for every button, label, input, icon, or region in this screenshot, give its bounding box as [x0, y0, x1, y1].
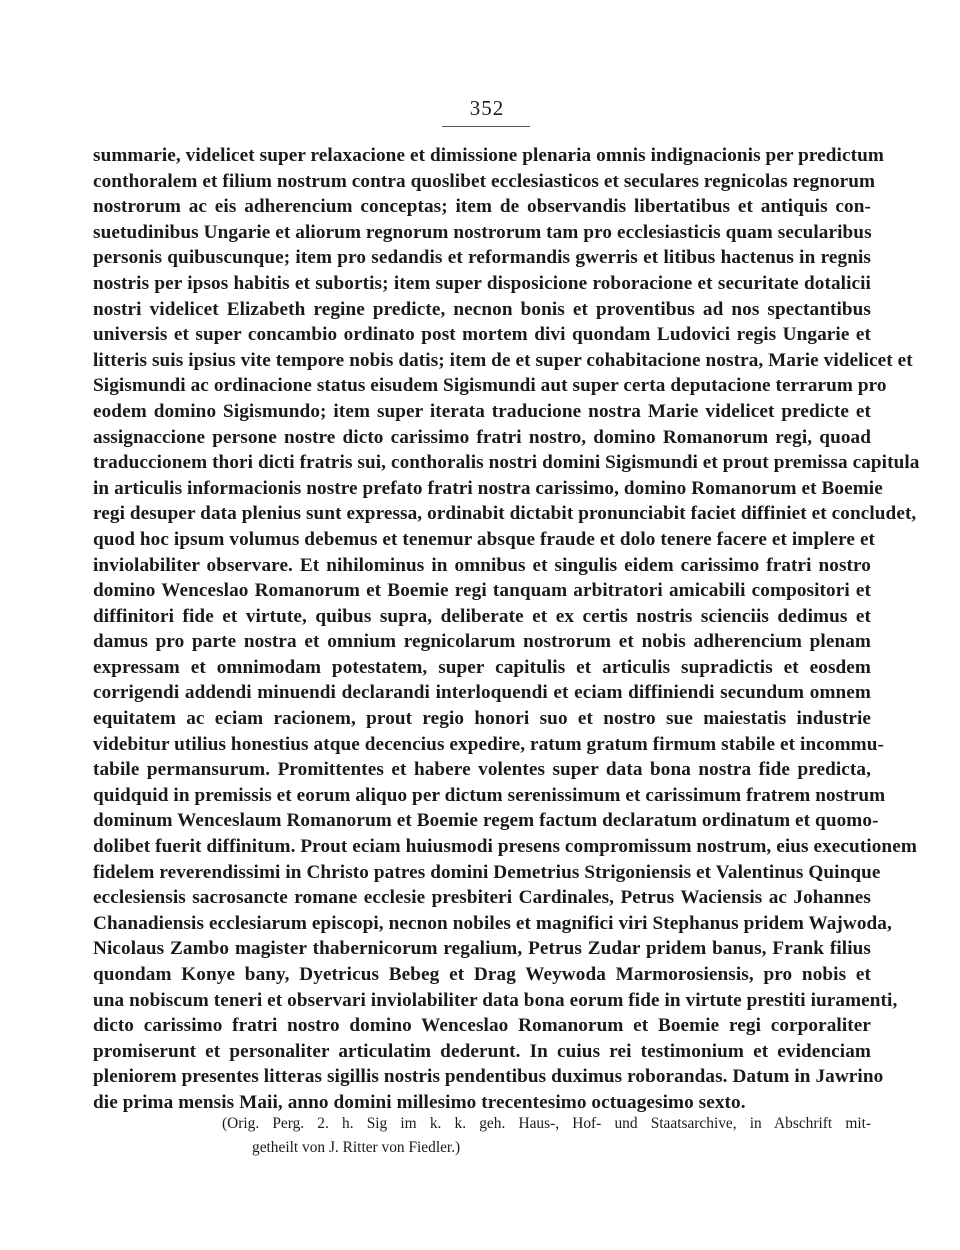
text-line: quod hoc ipsum volumus debemus et tenemur absque fraude et dolo tenere facere et implere et	[93, 528, 876, 550]
text-line: dominum Wenceslaum Romanorum et Boemie regem factum declaratum ordinatum et quomo-	[93, 810, 879, 832]
text-line: fidelem reverendissimi in Christo patres domini Demetrius Strigoniensis et Valentinus Quinque	[93, 861, 881, 883]
text-line: domino Wenceslao Romanorum et Boemie regi tanquam arbitratori amicabili compositori et	[93, 580, 871, 602]
text-line: nostris per ipsos habitis et subortis; item super disposicione roboracione et securitate dotalicii	[93, 272, 871, 294]
text-line: assignaccione persone nostre dicto carissimo fratri nostro, domino Romanorum regi, quoad	[93, 426, 871, 448]
text-line: videbitur utilius honestius atque decencius expedire, ratum gratum firmum stabile et incommu-	[93, 733, 885, 755]
text-line: die prima mensis Maii, anno domini millesimo trecentesimo octuagesimo sexto.	[93, 1091, 746, 1113]
text-line: Nicolaus Zambo magister thabernicorum regalium, Petrus Zudar pridem banus, Frank filius	[93, 938, 871, 960]
footnote-line: (Orig. Perg. 2. h. Sig im k. k. geh. Haus-, Hof- und Staatsarchive, in Abschrift mit-	[222, 1115, 871, 1132]
text-line: dolibet fuerit diffinitum. Prout eciam huiusmodi presens compromissum nostrum, eius executionem	[93, 836, 917, 858]
text-line: diffinitori fide et virtute, quibus supra, deliberate et ex certis nostris scienciis dedimus et	[93, 605, 871, 627]
text-line: summarie, videlicet super relaxacione et dimissione plenaria omnis indignacionis per predictum	[93, 145, 884, 166]
text-line: tabile permansurum. Promittentes et habere volentes super data bona nostra fide predicta,	[93, 759, 871, 781]
text-line: personis quibuscunque; item pro sedandis et reformandis gwerris et litibus hactenus in regnis	[93, 247, 871, 269]
text-line: litteris suis ipsius vite tempore nobis datis; item de et super cohabitacione nostra, Marie videlicet et	[93, 349, 913, 371]
text-line: suetudinibus Ungarie et aliorum regnorum nostrorum tam pro ecclesiasticis quam secularibus	[93, 221, 872, 243]
text-line: eodem domino Sigismundo; item super iterata traducione nostra Marie videlicet predicte et	[93, 400, 871, 422]
text-line: expressam et omnimodam potestatem, super capitulis et articulis supradictis et eosdem	[93, 656, 871, 678]
text-line: traduccionem thori dicti fratris sui, conthoralis nostri domini Sigismundi et prout premissa capitula	[93, 452, 920, 474]
text-line: pleniorem presentes litteras sigillis nostris pendentibus duximus roborandas. Datum in Jawrino	[93, 1066, 884, 1088]
text-line: una nobiscum teneri et observari inviolabiliter data bona eorum fide in virtute prestiti iuramenti,	[93, 989, 898, 1011]
text-line: inviolabiliter observare. Et nihilominus in omnibus et singulis eidem carissimo fratri nostro	[93, 554, 871, 576]
page-number-rule	[442, 126, 530, 127]
text-line: conthoralem et filium nostrum contra quoslibet ecclesiasticos et seculares regnicolas regnorum	[93, 170, 876, 192]
text-line: ecclesiensis sacrosancte romane ecclesie presbiteri Cardinales, Petrus Waciensis ac Johannes	[93, 887, 871, 909]
text-line: equitatem ac eciam racionem, prout regio honori suo et nostro sue maiestatis industrie	[93, 708, 871, 730]
text-line: quidquid in premissis et eorum aliquo per dictum serenissimum et carissimum fratrem nostrum	[93, 784, 886, 806]
text-line: corrigendi addendi minuendi declarandi interloquendi et eciam diffiniendi secundum omnem	[93, 682, 871, 704]
text-line: promiserunt et personaliter articulatim dederunt. In cuius rei testimonium et evidenciam	[93, 1040, 871, 1062]
text-line: nostri videlicet Elizabeth regine predicte, necnon bonis et proventibus ad nos spectantibus	[93, 298, 871, 320]
text-line: damus pro parte nostra et omnium regnicolarum nostrorum et nobis adherencium plenam	[93, 631, 871, 653]
text-line: universis et super concambio ordinato post mortem divi quondam Ludovici regis Ungarie et	[93, 324, 871, 346]
text-line: nostrorum ac eis adherencium conceptas; item de observandis libertatibus et antiquis con-	[93, 196, 871, 218]
body-text	[93, 143, 920, 1116]
text-line: in articulis informacionis nostre prefato fratri nostra carissimo, domino Romanorum et Boemie	[93, 477, 883, 499]
text-line: dicto carissimo fratri nostro domino Wenceslao Romanorum et Boemie regi corporaliter	[93, 1015, 871, 1037]
text-line: Chanadiensis ecclesiarum episcopi, necnon nobiles et magnifici viri Stephanus pridem Wajwoda,	[93, 912, 892, 934]
text-line: regi desuper data plenius sunt expressa, ordinabit dictabit pronunciabit faciet diffiniet et concludet,	[93, 503, 917, 525]
page-number: 352	[469, 96, 505, 120]
footnote-line: getheilt von J. Ritter von Fiedler.)	[252, 1139, 461, 1156]
text-line: quondam Konye bany, Dyetricus Bebeg et Drag Weywoda Marmorosiensis, pro nobis et	[93, 964, 871, 985]
text-line: Sigismundi ac ordinacione status eisudem Sigismundi aut super certa deputacione terrarum pro	[93, 375, 887, 397]
source-footnote	[222, 1112, 871, 1160]
